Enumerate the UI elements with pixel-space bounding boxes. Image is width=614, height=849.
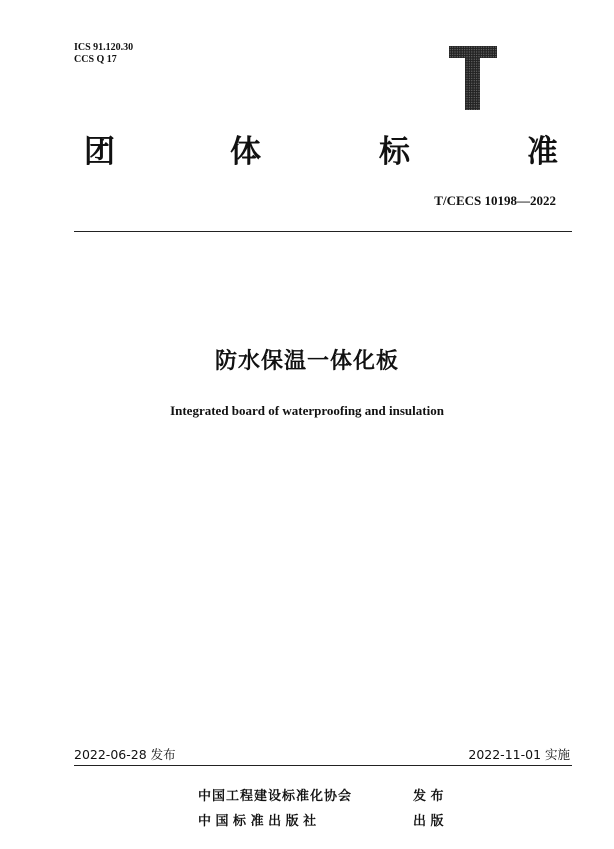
ics-code: ICS 91.120.30 <box>74 42 134 53</box>
standard-type-char-3: 标 <box>379 134 410 170</box>
document-title-zh: 防水保温一体化板 <box>214 349 399 374</box>
publishing-action: 出 版 <box>413 814 444 829</box>
standard-logo-t <box>449 46 497 110</box>
issue-date: 2022-06-28 发布 <box>74 747 176 762</box>
standard-type-char-4: 准 <box>527 134 558 170</box>
footer-divider <box>74 765 572 766</box>
standard-code: T/CECS 10198—2022 <box>434 193 556 208</box>
publisher: 中 国 标 准 出 版 社 <box>198 814 317 829</box>
header-divider <box>74 231 572 232</box>
issuing-organization: 中国工程建设标准化协会 <box>198 789 353 804</box>
document-title-en: Integrated board of waterproofing and insulation <box>170 403 444 418</box>
ccs-code: CCS Q 17 <box>74 54 117 65</box>
standard-type-char-2: 体 <box>230 134 261 170</box>
issuing-action: 发 布 <box>413 789 444 804</box>
classification-codes <box>74 42 133 66</box>
implementation-date: 2022-11-01 实施 <box>468 747 570 762</box>
standard-type-char-1: 团 <box>84 134 115 170</box>
